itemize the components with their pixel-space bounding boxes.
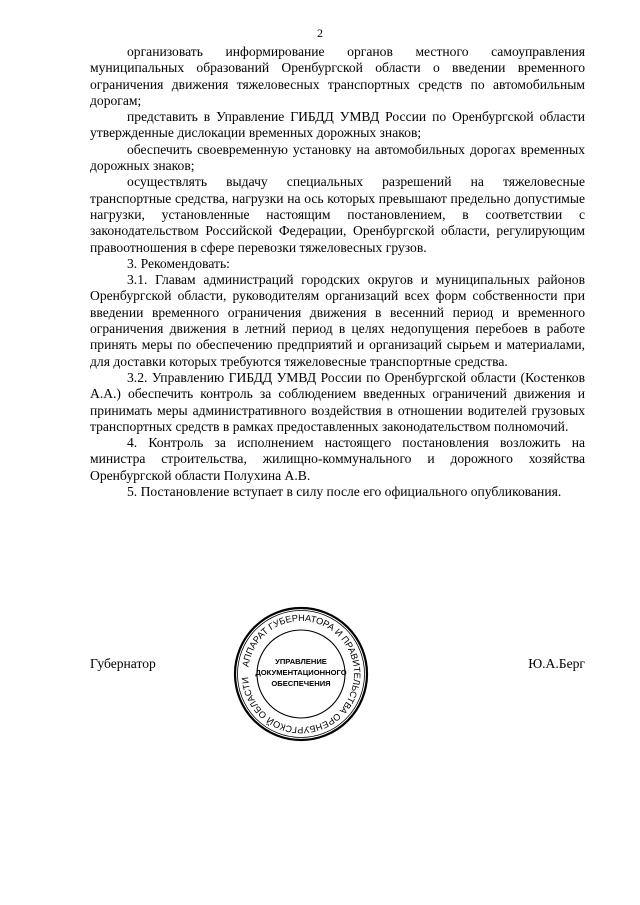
stamp-ring-text: АППАРАТ ГУБЕРНАТОРА И ПРАВИТЕЛЬСТВА ОРЕНБУРГСКОЙ ОБЛАСТИ — [240, 612, 363, 736]
stamp-center-line-3: ОБЕСПЕЧЕНИЯ — [271, 679, 331, 688]
paragraph-issue-special-permits: осуществлять выдачу специальных разрешений на тяжеловесные транспортные средства, нагрузки на ось которых превышают предельно допустимые нагрузки, установленные настоящим постановлением, в соответствии с законодательством Российской Федерации, Оренбургской области, регулирующим правоотношения в сфере перевозки тяжеловесных грузов. — [90, 174, 585, 255]
paragraph-item-3-1: 3.1. Главам администраций городских округов и муниципальных районов Оренбургской области, руководителям организаций всех форм собственности при введении временного ограничения движения в весенний период и временного ограничения движения в летний период в целях недопущения перебоев в работе принять меры по обеспечению предприятий и организаций сырьем и материалами, для доставки которых требуются тяжеловесные транспортные средства. — [90, 272, 585, 369]
paragraph-item-5: 5. Постановление вступает в силу после его официального опубликования. — [127, 484, 562, 500]
signatory-title: Губернатор — [90, 656, 156, 671]
stamp-center-line-2: ДОКУМЕНТАЦИОННОГО — [255, 668, 347, 677]
paragraph-item-3-2: 3.2. Управлению ГИБДД УМВД России по Оренбургской области (Костенков А.А.) обеспечить контроль за соблюдением введенных ограничений движения и принимать меры административного воздействия в отношении водителей грузовых транспортных средств в рамках предоставленных законодательством полномочий. — [90, 369, 585, 434]
official-stamp — [233, 606, 369, 742]
document-body — [90, 44, 585, 500]
stamp-center-line-1: УПРАВЛЕНИЕ — [275, 657, 327, 666]
paragraph-item-4: 4. Контроль за исполнением настоящего постановления возложить на министра строительства, жилищно-коммунального и дорожного хозяйства Оренбургской области Полухина А.В. — [90, 435, 585, 483]
page-number: 2 — [317, 26, 323, 40]
paragraph-inform-local-government: организовать информирование органов местного самоуправления муниципальных образований Оренбургской области о введении временного ограничения движения тяжеловесных транспортных средств по автомобильным дорогам; — [90, 44, 585, 108]
signatory-name: Ю.А.Берг — [528, 656, 585, 671]
paragraph-submit-sign-layout: представить в Управление ГИБДД УМВД России по Оренбургской области утвержденные дислокации временных дорожных знаков; — [90, 109, 585, 141]
paragraph-item-3: 3. Рекомендовать: — [127, 255, 230, 271]
paragraph-install-road-signs: обеспечить своевременную установку на автомобильных дорогах временных дорожных знаков; — [90, 141, 585, 174]
